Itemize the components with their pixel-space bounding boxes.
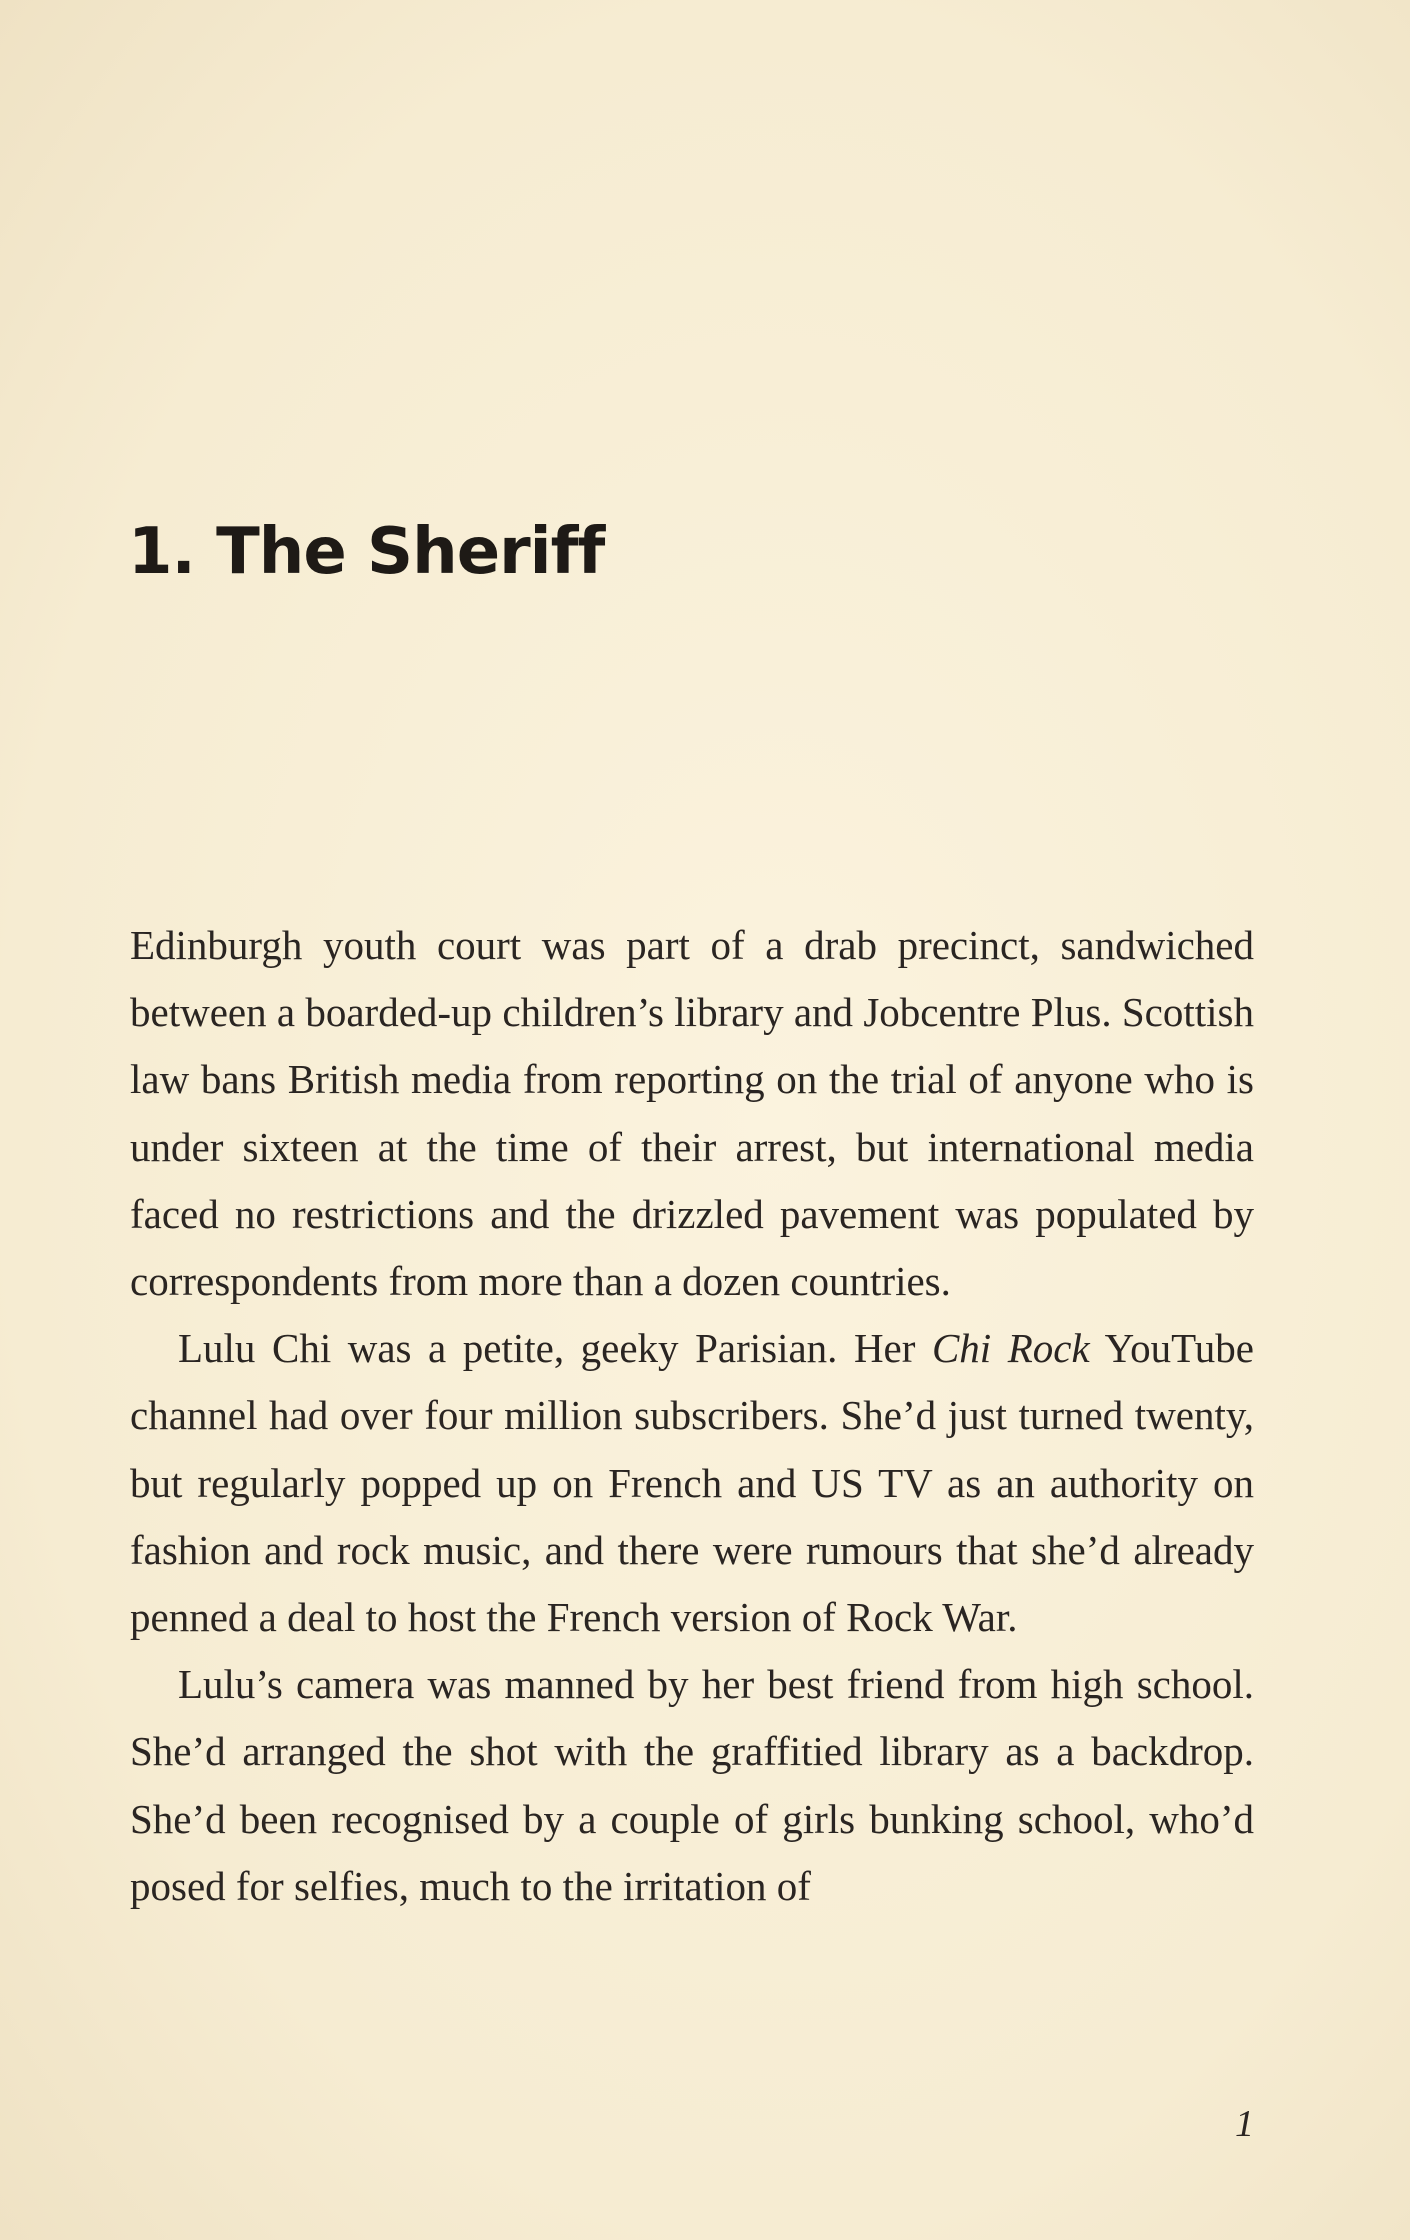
paragraph-2-start: Lulu Chi was a petite, geeky Parisian. Her — [178, 1325, 932, 1372]
paragraph-2 — [130, 1315, 1254, 1651]
channel-name-italic: Chi Rock — [931, 1325, 1090, 1372]
paragraph-2-end: YouTube channel had over four million subscribers. She’d just turned twenty, but regularly popped up on French and US TV as an authority on fashion and rock music, and there were rumours that she’d already penned a deal to host the French version of Rock War. — [130, 1325, 1254, 1641]
page-number: 1 — [1235, 2103, 1254, 2145]
chapter-body — [130, 912, 1254, 1920]
paragraph-1: Edinburgh youth court was part of a drab precinct, sandwiched between a boarded-up children’s library and Jobcentre Plus. Scottish law bans British media from reporting on the trial of anyone who is under sixteen at the time of their arrest, but international media faced no restrictions and the drizzled pavement was populated by correspondents from more than a dozen countries. — [130, 922, 1254, 1305]
paragraph-3: Lulu’s camera was manned by her best friend from high school. She’d arranged the shot with the graffitied library as a backdrop. She’d been recognised by a couple of girls bunking school, who’d posed for selfies, much to the irritation of — [130, 1661, 1254, 1909]
chapter-title: 1. The Sheriff — [128, 515, 605, 589]
